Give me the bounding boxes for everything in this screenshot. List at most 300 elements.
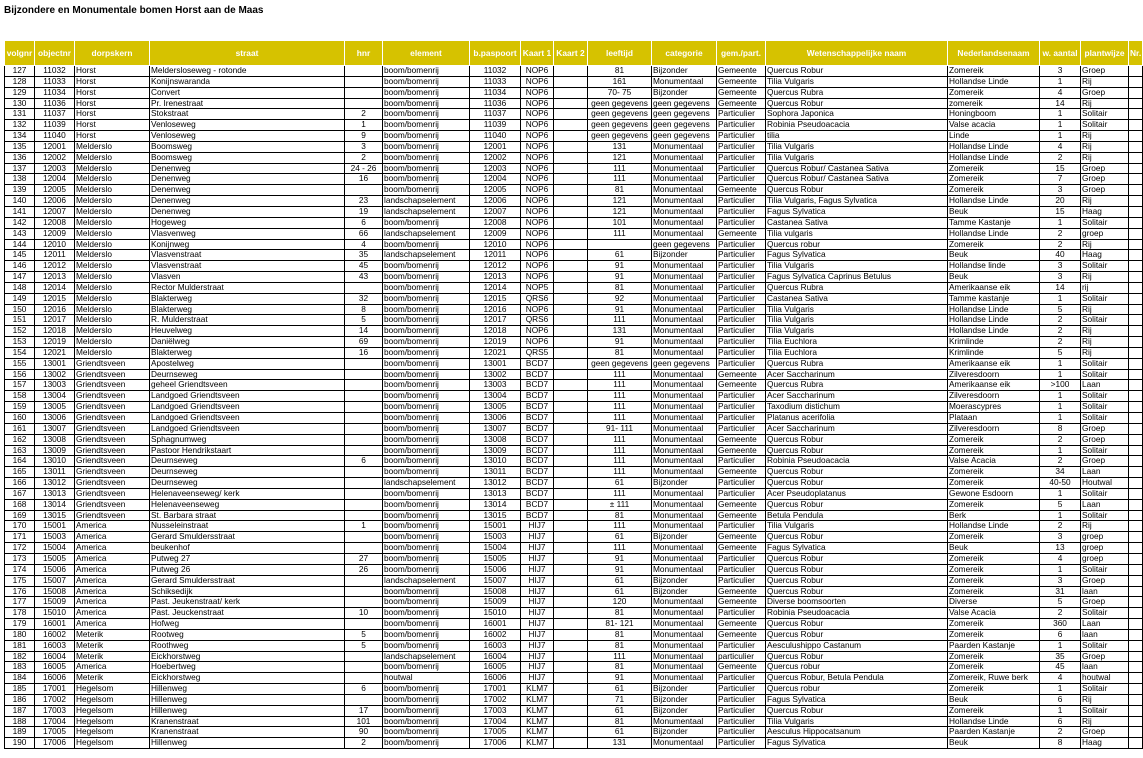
table-cell: [1129, 478, 1143, 489]
table-cell: [554, 304, 588, 315]
table-cell: Melderslo: [75, 206, 150, 217]
table-cell: 151: [5, 315, 35, 326]
table-cell: Particulier: [717, 304, 766, 315]
table-cell: [1129, 651, 1143, 662]
table-row: [5, 423, 1143, 434]
table-cell: 13012: [35, 478, 75, 489]
table-cell: 138: [5, 174, 35, 185]
table-cell: 91: [588, 564, 652, 575]
table-cell: Zomereik: [948, 87, 1040, 98]
table-cell: [554, 705, 588, 716]
table-cell: geen gegevens: [588, 358, 652, 369]
table-cell: Monumentaal: [652, 488, 717, 499]
table-row: [5, 716, 1143, 727]
table-cell: 24 - 26: [345, 163, 383, 174]
table-cell: 140: [5, 196, 35, 207]
table-cell: BCD7: [521, 467, 554, 478]
table-cell: geen gegevens: [588, 120, 652, 131]
table-cell: 139: [5, 185, 35, 196]
table-cell: 1: [1040, 413, 1081, 424]
table-cell: boom/bomenrij: [383, 239, 470, 250]
table-cell: Tamme kastanje: [948, 293, 1040, 304]
table-cell: Hillenweg: [150, 684, 345, 695]
table-cell: Griendtsveen: [75, 402, 150, 413]
table-row: [5, 369, 1143, 380]
table-cell: boom/bomenrij: [383, 564, 470, 575]
table-cell: 81: [588, 662, 652, 673]
table-cell: Rij: [1081, 694, 1129, 705]
table-cell: 15: [1040, 206, 1081, 217]
table-cell: Rij: [1081, 272, 1129, 283]
table-cell: 1: [1040, 120, 1081, 131]
table-cell: 8: [345, 304, 383, 315]
table-cell: 187: [5, 705, 35, 716]
table-row: [5, 358, 1143, 369]
table-cell: Particulier: [717, 673, 766, 684]
table-cell: [1129, 619, 1143, 630]
table-cell: Monumentaal: [652, 163, 717, 174]
table-row: [5, 98, 1143, 109]
table-cell: boom/bomenrij: [383, 543, 470, 554]
table-cell: Landgoed Griendtsveen: [150, 391, 345, 402]
table-cell: Monumentaal: [652, 499, 717, 510]
table-cell: 111: [588, 456, 652, 467]
table-row: [5, 510, 1143, 521]
table-cell: Griendtsveen: [75, 456, 150, 467]
table-cell: boom/bomenrij: [383, 261, 470, 272]
table-cell: Solitair: [1081, 261, 1129, 272]
table-cell: Hollandse Linde: [948, 76, 1040, 87]
table-cell: Bijzonder: [652, 705, 717, 716]
table-cell: 148: [5, 282, 35, 293]
table-cell: Groep: [1081, 87, 1129, 98]
table-cell: 111: [588, 467, 652, 478]
table-cell: [554, 206, 588, 217]
table-cell: 11040: [35, 131, 75, 142]
table-cell: Griendtsveen: [75, 413, 150, 424]
table-cell: 13004: [35, 391, 75, 402]
table-cell: Laan: [1081, 380, 1129, 391]
table-cell: Particulier: [717, 272, 766, 283]
table-cell: [1129, 694, 1143, 705]
table-cell: Quercus Robur: [766, 499, 948, 510]
table-cell: ± 111: [588, 499, 652, 510]
table-cell: Taxodium distichum: [766, 402, 948, 413]
table-cell: 12014: [35, 282, 75, 293]
table-cell: Fagus Sylvatica: [766, 694, 948, 705]
table-cell: Laan: [1081, 619, 1129, 630]
table-cell: 3: [345, 141, 383, 152]
table-cell: 12004: [470, 174, 521, 185]
table-cell: 146: [5, 261, 35, 272]
table-cell: 179: [5, 619, 35, 630]
table-cell: Monumentaal: [652, 293, 717, 304]
table-cell: boom/bomenrij: [383, 553, 470, 564]
table-cell: Particulier: [717, 174, 766, 185]
table-cell: Robinia Pseudoacacia: [766, 608, 948, 619]
table-row: [5, 413, 1143, 424]
table-cell: Quercus Rubra: [766, 358, 948, 369]
table-cell: 11032: [35, 66, 75, 77]
table-cell: [554, 586, 588, 597]
table-cell: 171: [5, 532, 35, 543]
table-cell: America: [75, 619, 150, 630]
table-cell: Denenweg: [150, 174, 345, 185]
table-cell: HIJ7: [521, 673, 554, 684]
table-cell: Gemeente: [717, 185, 766, 196]
table-cell: [1129, 228, 1143, 239]
table-cell: boom/bomenrij: [383, 640, 470, 651]
table-cell: [554, 445, 588, 456]
table-cell: Acer Saccharinum: [766, 423, 948, 434]
table-cell: Rector Mulderstraat: [150, 282, 345, 293]
table-cell: [345, 467, 383, 478]
table-cell: Krimlinde: [948, 337, 1040, 348]
table-cell: NOP6: [521, 120, 554, 131]
table-row: [5, 239, 1143, 250]
table-cell: Fagus Sylvatica: [766, 738, 948, 749]
table-cell: Monumentaal: [652, 521, 717, 532]
table-cell: [554, 434, 588, 445]
table-cell: NOP6: [521, 185, 554, 196]
table-cell: [1129, 456, 1143, 467]
table-cell: Zomereik: [948, 163, 1040, 174]
table-cell: 32: [345, 293, 383, 304]
table-cell: Apostelweg: [150, 358, 345, 369]
table-cell: 12006: [470, 196, 521, 207]
table-cell: 8: [1040, 423, 1081, 434]
table-cell: 111: [588, 488, 652, 499]
table-cell: Solitair: [1081, 109, 1129, 120]
table-cell: 13015: [470, 510, 521, 521]
table-cell: Melderslo: [75, 293, 150, 304]
table-cell: 12009: [470, 228, 521, 239]
table-cell: 12005: [470, 185, 521, 196]
table-cell: Haag: [1081, 738, 1129, 749]
table-cell: 12016: [470, 304, 521, 315]
table-row: [5, 727, 1143, 738]
table-cell: 12004: [35, 174, 75, 185]
table-cell: 141: [5, 206, 35, 217]
table-cell: [1129, 716, 1143, 727]
table-cell: 10: [345, 608, 383, 619]
table-cell: 130: [5, 98, 35, 109]
table-cell: Landgoed Griendtsveen: [150, 402, 345, 413]
table-cell: 81: [588, 282, 652, 293]
table-cell: 111: [588, 391, 652, 402]
table-cell: 2: [1040, 326, 1081, 337]
table-cell: [554, 488, 588, 499]
table-cell: Helenaveenseweg/ kerk: [150, 488, 345, 499]
table-cell: Laan: [1081, 499, 1129, 510]
table-cell: 1: [1040, 369, 1081, 380]
table-cell: Venloseweg: [150, 120, 345, 131]
table-cell: [1129, 434, 1143, 445]
table-cell: NOP6: [521, 239, 554, 250]
table-cell: 4: [1040, 141, 1081, 152]
table-cell: Griendtsveen: [75, 434, 150, 445]
table-cell: 16006: [35, 673, 75, 684]
table-cell: 168: [5, 499, 35, 510]
table-cell: Monumentaal: [652, 217, 717, 228]
table-cell: 16003: [470, 640, 521, 651]
table-cell: [345, 413, 383, 424]
table-cell: boom/bomenrij: [383, 705, 470, 716]
table-cell: HIJ7: [521, 597, 554, 608]
table-cell: Particulier: [717, 326, 766, 337]
table-cell: Tilia Vulgaris: [766, 304, 948, 315]
table-cell: Monumentaal: [652, 272, 717, 283]
table-row: [5, 272, 1143, 283]
table-cell: [345, 597, 383, 608]
table-cell: Griendtsveen: [75, 391, 150, 402]
table-cell: Melderslo: [75, 337, 150, 348]
table-cell: Zomereik, Ruwe berk: [948, 673, 1040, 684]
table-cell: Horst: [75, 120, 150, 131]
table-cell: Putweg 27: [150, 553, 345, 564]
table-cell: 180: [5, 629, 35, 640]
table-cell: Quercus Robur: [766, 553, 948, 564]
table-cell: 137: [5, 163, 35, 174]
table-cell: 16: [345, 174, 383, 185]
table-row: [5, 608, 1143, 619]
table-cell: NOP6: [521, 163, 554, 174]
table-cell: boom/bomenrij: [383, 87, 470, 98]
table-cell: 27: [345, 553, 383, 564]
table-cell: Zomereik: [948, 499, 1040, 510]
table-cell: 17004: [35, 716, 75, 727]
table-cell: [554, 109, 588, 120]
table-row: [5, 87, 1143, 98]
table-cell: Zomereik: [948, 684, 1040, 695]
table-cell: 12001: [35, 141, 75, 152]
table-cell: 12012: [35, 261, 75, 272]
table-cell: Particulier: [717, 315, 766, 326]
table-cell: KLM7: [521, 727, 554, 738]
table-cell: boom/bomenrij: [383, 586, 470, 597]
table-cell: 91: [588, 337, 652, 348]
table-cell: [554, 141, 588, 152]
column-header: w. aantal: [1040, 41, 1081, 66]
table-cell: 6: [1040, 694, 1081, 705]
table-cell: 40: [1040, 250, 1081, 261]
table-cell: Beuk: [948, 694, 1040, 705]
table-cell: Zilveresdoorn: [948, 423, 1040, 434]
table-cell: Monumentaal: [652, 564, 717, 575]
table-cell: 13015: [35, 510, 75, 521]
table-cell: NOP6: [521, 206, 554, 217]
table-cell: [554, 597, 588, 608]
table-cell: boom/bomenrij: [383, 499, 470, 510]
table-cell: Hollandse Linde: [948, 196, 1040, 207]
table-cell: Hogeweg: [150, 217, 345, 228]
table-cell: boom/bomenrij: [383, 521, 470, 532]
table-cell: BCD7: [521, 445, 554, 456]
table-cell: Kranenstraat: [150, 727, 345, 738]
table-cell: America: [75, 553, 150, 564]
table-cell: 13011: [470, 467, 521, 478]
table-cell: 5: [345, 640, 383, 651]
table-cell: Rij: [1081, 152, 1129, 163]
table-cell: 159: [5, 402, 35, 413]
table-cell: Monumentaal: [652, 174, 717, 185]
table-cell: Deurnseweg: [150, 369, 345, 380]
table-cell: Particulier: [717, 152, 766, 163]
table-cell: [1129, 217, 1143, 228]
table-cell: 12012: [470, 261, 521, 272]
table-cell: Particulier: [717, 456, 766, 467]
table-cell: [345, 543, 383, 554]
table-cell: [345, 423, 383, 434]
table-cell: 2: [1040, 608, 1081, 619]
table-cell: Gemeente: [717, 629, 766, 640]
table-cell: 3: [1040, 185, 1081, 196]
table-cell: Griendtsveen: [75, 510, 150, 521]
table-cell: [1129, 402, 1143, 413]
table-cell: 81: [588, 608, 652, 619]
table-cell: Fagus Sylvatica: [766, 206, 948, 217]
table-cell: Pr. Irenestraat: [150, 98, 345, 109]
table-cell: [554, 76, 588, 87]
table-cell: Tilia Euchlora: [766, 347, 948, 358]
table-row: [5, 651, 1143, 662]
table-cell: 26: [345, 564, 383, 575]
table-cell: Hegelsom: [75, 716, 150, 727]
table-cell: 15010: [470, 608, 521, 619]
table-cell: Gemeente: [717, 87, 766, 98]
table-cell: Griendtsveen: [75, 467, 150, 478]
table-cell: Monumentaal: [652, 673, 717, 684]
table-cell: Bijzonder: [652, 586, 717, 597]
table-cell: 61: [588, 705, 652, 716]
column-header: Nr.: [1129, 41, 1143, 66]
table-cell: 81: [588, 510, 652, 521]
table-cell: boom/bomenrij: [383, 141, 470, 152]
table-cell: [554, 564, 588, 575]
table-cell: zomereik: [948, 98, 1040, 109]
table-row: [5, 315, 1143, 326]
table-cell: Rootweg: [150, 629, 345, 640]
table-cell: 2: [1040, 239, 1081, 250]
table-cell: [554, 727, 588, 738]
table-cell: Particulier: [717, 282, 766, 293]
table-cell: Zomereik: [948, 705, 1040, 716]
table-cell: Eickhorstweg: [150, 673, 345, 684]
table-cell: Beuk: [948, 206, 1040, 217]
table-cell: QRS6: [521, 315, 554, 326]
table-cell: boom/bomenrij: [383, 282, 470, 293]
table-cell: Quercus Rubra: [766, 87, 948, 98]
table-cell: KLM7: [521, 694, 554, 705]
table-cell: 17005: [470, 727, 521, 738]
table-cell: 6: [345, 456, 383, 467]
table-cell: 15008: [35, 586, 75, 597]
table-cell: Valse Acacia: [948, 608, 1040, 619]
table-cell: 101: [345, 716, 383, 727]
table-cell: [1129, 532, 1143, 543]
column-header: element: [383, 41, 470, 66]
table-cell: [554, 380, 588, 391]
table-cell: boom/bomenrij: [383, 315, 470, 326]
table-cell: Quercus Robur/ Castanea Sativa: [766, 174, 948, 185]
table-cell: KLM7: [521, 716, 554, 727]
table-row: [5, 586, 1143, 597]
table-cell: Venloseweg: [150, 131, 345, 142]
table-cell: boom/bomenrij: [383, 293, 470, 304]
table-row: [5, 478, 1143, 489]
table-cell: 7: [1040, 174, 1081, 185]
table-cell: Gemeente: [717, 76, 766, 87]
table-cell: 91: [588, 272, 652, 283]
table-cell: Rij: [1081, 337, 1129, 348]
table-cell: 13005: [470, 402, 521, 413]
table-cell: Amerikaanse eik: [948, 282, 1040, 293]
table-cell: Particulier: [717, 163, 766, 174]
table-cell: Valse Acacia: [948, 456, 1040, 467]
table-cell: Linde: [948, 131, 1040, 142]
table-cell: 61: [588, 684, 652, 695]
table-header-row: [5, 41, 1143, 66]
table-cell: Gemeente: [717, 586, 766, 597]
table-cell: NOP6: [521, 272, 554, 283]
table-cell: 5: [345, 315, 383, 326]
table-cell: Bijzonder: [652, 727, 717, 738]
table-cell: Solitair: [1081, 510, 1129, 521]
table-cell: 12018: [35, 326, 75, 337]
table-cell: Griendtsveen: [75, 499, 150, 510]
table-row: [5, 174, 1143, 185]
table-cell: 12009: [35, 228, 75, 239]
table-cell: Quercus Robur: [766, 478, 948, 489]
table-cell: Tilia vulgaris: [766, 228, 948, 239]
table-cell: Hollandse Linde: [948, 315, 1040, 326]
table-cell: Tilia Vulgaris: [766, 261, 948, 272]
table-cell: 13003: [470, 380, 521, 391]
table-cell: Griendtsveen: [75, 369, 150, 380]
table-cell: 16002: [35, 629, 75, 640]
table-cell: 121: [588, 196, 652, 207]
table-cell: Deurnseweg: [150, 456, 345, 467]
table-cell: boom/bomenrij: [383, 76, 470, 87]
table-cell: 1: [1040, 488, 1081, 499]
table-cell: Helenaveenseweg: [150, 499, 345, 510]
table-cell: Monumentaal: [652, 608, 717, 619]
table-cell: [345, 586, 383, 597]
table-cell: Gemeente: [717, 499, 766, 510]
table-cell: tilia: [766, 131, 948, 142]
table-cell: [1129, 163, 1143, 174]
table-cell: [345, 619, 383, 630]
table-cell: 131: [588, 326, 652, 337]
table-cell: Monumentaal: [652, 510, 717, 521]
table-cell: [1129, 250, 1143, 261]
table-cell: 61: [588, 586, 652, 597]
table-cell: 131: [5, 109, 35, 120]
table-cell: Bijzonder: [652, 478, 717, 489]
table-cell: [345, 402, 383, 413]
table-cell: 6: [1040, 629, 1081, 640]
table-cell: 12002: [35, 152, 75, 163]
table-cell: 173: [5, 553, 35, 564]
table-cell: 162: [5, 434, 35, 445]
table-cell: boom/bomenrij: [383, 467, 470, 478]
table-cell: Acer Saccharinum: [766, 369, 948, 380]
table-cell: Roothweg: [150, 640, 345, 651]
table-cell: Past. Jeukenstraat/ kerk: [150, 597, 345, 608]
table-cell: Particulier: [717, 250, 766, 261]
table-cell: Landgoed Griendtsveen: [150, 423, 345, 434]
table-cell: Solitair: [1081, 358, 1129, 369]
